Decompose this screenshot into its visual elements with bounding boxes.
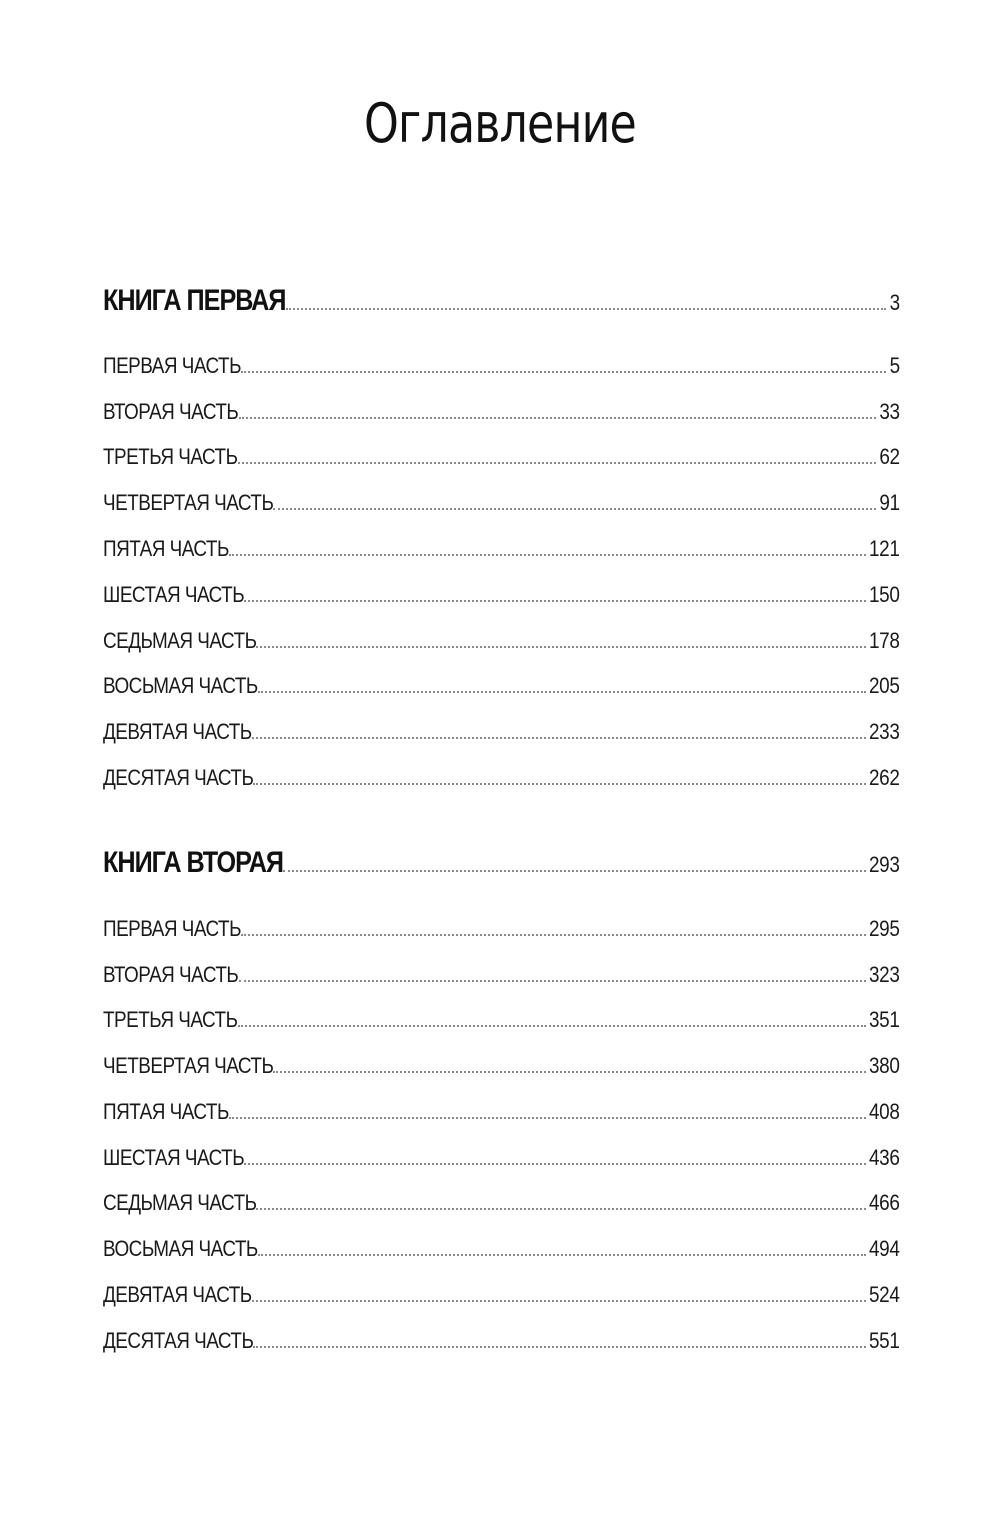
book-title: КНИГА ВТОРАЯ <box>103 846 284 879</box>
page-number: 408 <box>869 1099 900 1124</box>
part-title: ПЕРВАЯ ЧАСТЬ <box>103 353 242 378</box>
toc-entry[interactable] <box>103 1053 900 1079</box>
part-title: СЕДЬМАЯ ЧАСТЬ <box>103 628 257 653</box>
toc-book-1[interactable] <box>103 284 900 318</box>
page-number: 436 <box>869 1145 900 1170</box>
page-number: 91 <box>879 490 900 515</box>
dot-leader <box>286 308 886 310</box>
toc-entry[interactable] <box>103 719 900 745</box>
dot-leader <box>239 980 866 982</box>
dot-leader <box>239 417 876 419</box>
part-title: ПЯТАЯ ЧАСТЬ <box>103 1099 229 1124</box>
toc-entry[interactable] <box>103 1145 900 1171</box>
page-number: 551 <box>869 1328 900 1353</box>
part-title: ЧЕТВЕРТАЯ ЧАСТЬ <box>103 490 274 515</box>
page-title: Оглавление <box>364 92 636 155</box>
part-title: ДЕСЯТАЯ ЧАСТЬ <box>103 1328 254 1353</box>
page-number: 233 <box>869 719 900 744</box>
part-title: ВТОРАЯ ЧАСТЬ <box>103 962 239 987</box>
dot-leader <box>241 934 865 936</box>
page-number: 466 <box>869 1190 900 1215</box>
dot-leader <box>241 371 885 373</box>
toc-entry[interactable] <box>103 916 900 942</box>
dot-leader <box>238 462 876 464</box>
page-number: 295 <box>869 916 900 941</box>
toc-entry[interactable] <box>103 444 900 470</box>
page-number: 524 <box>869 1282 900 1307</box>
page-number: 5 <box>889 353 900 378</box>
dot-leader <box>252 737 866 739</box>
toc-entry[interactable] <box>103 1007 900 1033</box>
dot-leader <box>253 1346 866 1348</box>
part-title: ДЕСЯТАЯ ЧАСТЬ <box>103 765 254 790</box>
dot-leader <box>252 1300 866 1302</box>
part-title: ПЯТАЯ ЧАСТЬ <box>103 536 229 561</box>
page-number: 262 <box>869 765 900 790</box>
page-number: 3 <box>889 290 900 315</box>
page-number: 323 <box>869 962 900 987</box>
part-title: ДЕВЯТАЯ ЧАСТЬ <box>103 719 252 744</box>
page-number: 178 <box>869 628 900 653</box>
toc-entry[interactable] <box>103 490 900 516</box>
book-title: КНИГА ПЕРВАЯ <box>103 284 286 317</box>
toc-entry[interactable] <box>103 962 900 988</box>
page-number: 121 <box>869 536 900 561</box>
toc-entry[interactable] <box>103 628 900 654</box>
toc-book-2[interactable] <box>103 846 900 880</box>
page-number: 62 <box>879 444 900 469</box>
page-number: 293 <box>869 852 900 877</box>
toc-entry[interactable] <box>103 1282 900 1308</box>
part-title: ПЕРВАЯ ЧАСТЬ <box>103 916 242 941</box>
toc-entry[interactable] <box>103 536 900 562</box>
dot-leader <box>258 1254 866 1256</box>
dot-leader <box>256 646 866 648</box>
toc-entry[interactable] <box>103 1099 900 1125</box>
toc-entry[interactable] <box>103 582 900 608</box>
page-number: 205 <box>869 673 900 698</box>
page-number: 494 <box>869 1236 900 1261</box>
part-title: ВТОРАЯ ЧАСТЬ <box>103 399 239 424</box>
dot-leader <box>244 600 866 602</box>
dot-leader <box>273 1071 866 1073</box>
part-title: СЕДЬМАЯ ЧАСТЬ <box>103 1190 257 1215</box>
part-title: ТРЕТЬЯ ЧАСТЬ <box>103 444 238 469</box>
toc-entry[interactable] <box>103 353 900 379</box>
part-title: ДЕВЯТАЯ ЧАСТЬ <box>103 1282 252 1307</box>
dot-leader <box>273 508 876 510</box>
part-title: ВОСЬМАЯ ЧАСТЬ <box>103 673 258 698</box>
part-title: ТРЕТЬЯ ЧАСТЬ <box>103 1007 238 1032</box>
dot-leader <box>256 1208 866 1210</box>
part-title: ВОСЬМАЯ ЧАСТЬ <box>103 1236 258 1261</box>
toc-entry[interactable] <box>103 765 900 791</box>
dot-leader <box>244 1163 866 1165</box>
page-number: 150 <box>869 582 900 607</box>
page-number: 33 <box>879 399 900 424</box>
dot-leader <box>283 870 866 872</box>
page-number: 351 <box>869 1007 900 1032</box>
toc-entry[interactable] <box>103 1328 900 1354</box>
dot-leader <box>229 554 866 556</box>
dot-leader <box>238 1025 866 1027</box>
toc-entry[interactable] <box>103 399 900 425</box>
dot-leader <box>258 691 866 693</box>
dot-leader <box>229 1117 866 1119</box>
dot-leader <box>253 783 866 785</box>
part-title: ШЕСТАЯ ЧАСТЬ <box>103 1145 245 1170</box>
toc-entry[interactable] <box>103 1236 900 1262</box>
toc-entry[interactable] <box>103 673 900 699</box>
part-title: ЧЕТВЕРТАЯ ЧАСТЬ <box>103 1053 274 1078</box>
toc-entry[interactable] <box>103 1190 900 1216</box>
part-title: ШЕСТАЯ ЧАСТЬ <box>103 582 245 607</box>
page-number: 380 <box>869 1053 900 1078</box>
